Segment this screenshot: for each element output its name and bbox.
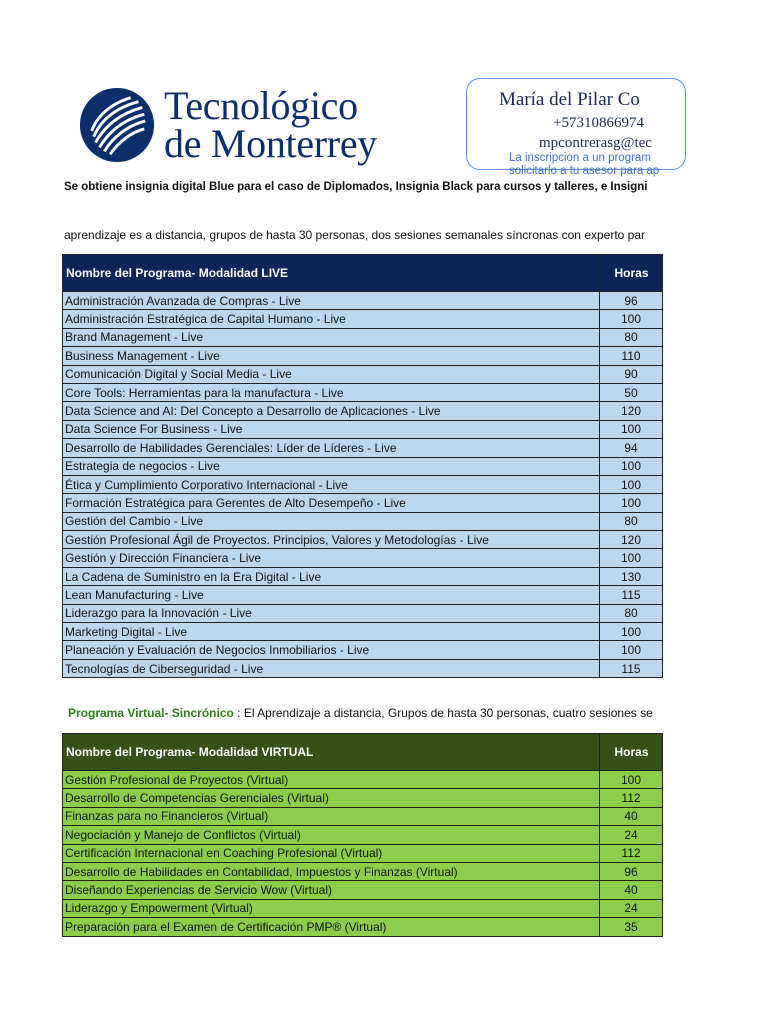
table-row [63, 310, 663, 328]
table-row [63, 641, 663, 659]
live-programs-table [62, 254, 663, 678]
table-row [63, 531, 663, 549]
column-header-program: Nombre del Programa- Modalidad LIVE [63, 255, 600, 292]
hours-cell: 100 [600, 457, 663, 475]
table-row [63, 420, 663, 438]
hours-cell: 80 [600, 604, 663, 622]
program-name-cell: Data Science For Business - Live [63, 420, 600, 438]
table-row [63, 604, 663, 622]
hours-cell: 115 [600, 586, 663, 604]
hours-cell: 112 [600, 844, 663, 862]
program-name-cell: Administración Estratégica de Capital Humano - Live [63, 310, 600, 328]
contact-phone[interactable]: +57310866974 [553, 115, 644, 131]
program-name-cell: Preparación para el Examen de Certificación PMP® (Virtual) [63, 918, 600, 936]
contact-name: María del Pilar Co [499, 89, 640, 110]
program-name-cell: Ética y Cumplimiento Corporativo Internacional - Live [63, 475, 600, 493]
program-name-cell: Gestión del Cambio - Live [63, 512, 600, 530]
table-row [63, 402, 663, 420]
hours-cell: 100 [600, 771, 663, 789]
hours-cell: 100 [600, 641, 663, 659]
program-name-cell: Desarrollo de Competencias Gerenciales (Virtual) [63, 789, 600, 807]
hours-cell: 120 [600, 531, 663, 549]
hours-cell: 80 [600, 512, 663, 530]
hours-cell: 24 [600, 826, 663, 844]
program-name-cell: Negociación y Manejo de Conflictos (Virtual) [63, 826, 600, 844]
hours-cell: 115 [600, 659, 663, 677]
program-name-cell: Liderazgo para la Innovación - Live [63, 604, 600, 622]
hours-cell: 94 [600, 439, 663, 457]
table-row [63, 623, 663, 641]
hours-cell: 110 [600, 347, 663, 365]
table-row [63, 844, 663, 862]
program-name-cell: Lean Manufacturing - Live [63, 586, 600, 604]
brand-line-1: Tecnológico [164, 83, 358, 128]
column-header-program: Nombre del Programa- Modalidad VIRTUAL [63, 734, 600, 771]
table-row [63, 549, 663, 567]
hours-cell: 100 [600, 310, 663, 328]
program-name-cell: Certificación Internacional en Coaching Profesional (Virtual) [63, 844, 600, 862]
hours-cell: 112 [600, 789, 663, 807]
tec-logo [78, 83, 377, 166]
brand-line-2: de Monterrey [164, 121, 377, 166]
contact-box [466, 78, 686, 177]
table-row [63, 918, 663, 936]
program-name-cell: Planeación y Evaluación de Negocios Inmobiliarios - Live [63, 641, 600, 659]
hours-cell: 100 [600, 549, 663, 567]
virtual-programs-table [62, 733, 663, 937]
brand-name [164, 83, 377, 166]
program-name-cell: Diseñando Experiencias de Servicio Wow (Virtual) [63, 881, 600, 899]
table-row [63, 567, 663, 585]
hours-cell: 100 [600, 475, 663, 493]
virtual-intro-text: : El Aprendizaje a distancia, Grupos de hasta 30 personas, cuatro sesiones se [233, 706, 653, 720]
virtual-intro-label: Programa Virtual- Sincrónico [68, 706, 234, 720]
hours-cell: 120 [600, 402, 663, 420]
hours-cell: 130 [600, 567, 663, 585]
column-header-hours: Horas [600, 255, 663, 292]
program-name-cell: Core Tools: Herramientas para la manufactura - Live [63, 383, 600, 401]
table-row [63, 881, 663, 899]
program-name-cell: Data Science and AI: Del Concepto a Desarrollo de Aplicaciones - Live [63, 402, 600, 420]
table-row [63, 494, 663, 512]
program-name-cell: Gestión y Dirección Financiera - Live [63, 549, 600, 567]
hours-cell: 100 [600, 420, 663, 438]
program-name-cell: Gestión Profesional de Proyectos (Virtual) [63, 771, 600, 789]
table-header-row [63, 734, 663, 771]
table-row [63, 899, 663, 917]
hours-cell: 80 [600, 328, 663, 346]
program-name-cell: Marketing Digital - Live [63, 623, 600, 641]
table-row [63, 771, 663, 789]
table-row [63, 365, 663, 383]
table-row [63, 457, 663, 475]
hours-cell: 96 [600, 862, 663, 880]
hours-cell: 50 [600, 383, 663, 401]
program-name-cell: Finanzas para no Financieros (Virtual) [63, 807, 600, 825]
table-row [63, 475, 663, 493]
program-name-cell: Comunicación Digital y Social Media - Live [63, 365, 600, 383]
contact-note [509, 152, 659, 178]
table-header-row [63, 255, 663, 292]
table-row [63, 826, 663, 844]
contact-note-line-2: solicitarlo a tu asesor para ap [509, 165, 660, 177]
program-name-cell: La Cadena de Suministro en la Era Digital - Live [63, 567, 600, 585]
hours-cell: 100 [600, 623, 663, 641]
program-name-cell: Liderazgo y Empowerment (Virtual) [63, 899, 600, 917]
hours-cell: 90 [600, 365, 663, 383]
table-row [63, 328, 663, 346]
hours-cell: 35 [600, 918, 663, 936]
table-row [63, 586, 663, 604]
program-name-cell: Desarrollo de Habilidades en Contabilidad, Impuestos y Finanzas (Virtual) [63, 862, 600, 880]
program-name-cell: Business Management - Live [63, 347, 600, 365]
hours-cell: 24 [600, 899, 663, 917]
program-name-cell: Formación Estratégica para Gerentes de Alto Desempeño - Live [63, 494, 600, 512]
hours-cell: 40 [600, 807, 663, 825]
table-row [63, 292, 663, 310]
live-intro-text: aprendizaje es a distancia, grupos de hasta 30 personas, dos sesiones semanales síncronas con experto par [64, 228, 646, 242]
contact-email[interactable]: mpcontrerasg@tec [539, 135, 652, 151]
tec-seal-icon [78, 86, 156, 164]
program-name-cell: Brand Management - Live [63, 328, 600, 346]
program-name-cell: Administración Avanzada de Compras - Live [63, 292, 600, 310]
table-row [63, 347, 663, 365]
hours-cell: 96 [600, 292, 663, 310]
table-row [63, 512, 663, 530]
virtual-intro [68, 706, 653, 720]
program-name-cell: Desarrollo de Habilidades Gerenciales: Líder de Líderes - Live [63, 439, 600, 457]
contact-note-line-1: La inscripcion a un program [509, 152, 651, 164]
table-row [63, 659, 663, 677]
table-row [63, 789, 663, 807]
table-row [63, 862, 663, 880]
virtual-table-body [63, 771, 663, 937]
program-name-cell: Gestión Profesional Ágil de Proyectos. Principios, Valores y Metodologías - Live [63, 531, 600, 549]
program-name-cell: Tecnologías de Ciberseguridad - Live [63, 659, 600, 677]
live-table-body [63, 292, 663, 678]
table-row [63, 807, 663, 825]
badge-note: Se obtiene insignia digital Blue para el caso de Diplomados, Insignia Black para cursos y talleres, e Insigni [64, 181, 648, 193]
table-row [63, 383, 663, 401]
program-name-cell: Estrategia de negocios - Live [63, 457, 600, 475]
hours-cell: 100 [600, 494, 663, 512]
table-row [63, 439, 663, 457]
hours-cell: 40 [600, 881, 663, 899]
column-header-hours: Horas [600, 734, 663, 771]
